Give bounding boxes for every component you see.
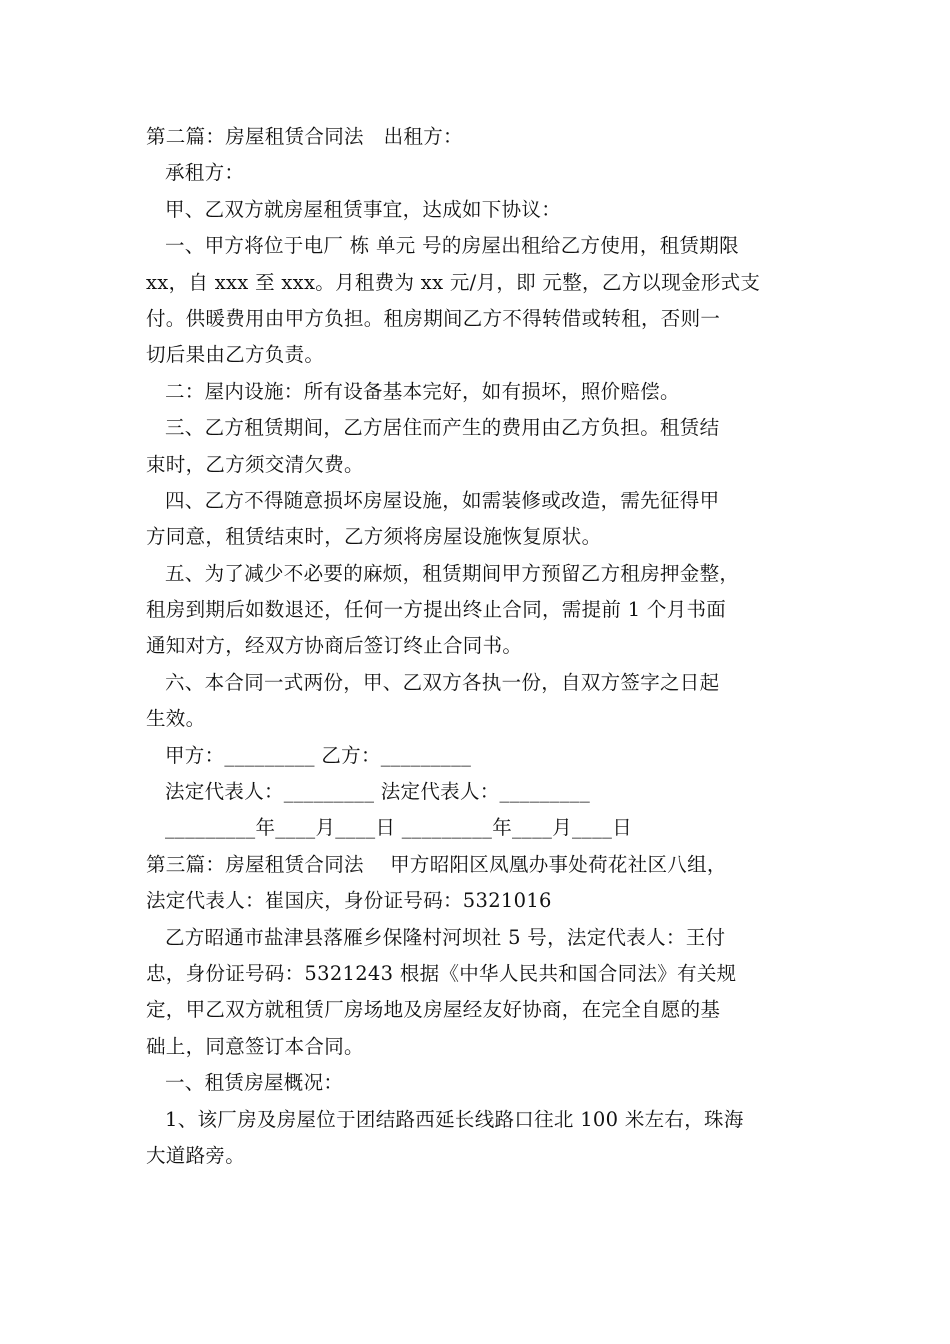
text-line: 定，甲乙双方就租赁厂房场地及房屋经友好协商，在完全自愿的基 bbox=[146, 998, 721, 1022]
date-line: _________年____月____日 _________年____月____日 bbox=[165, 816, 632, 840]
text-line: 忠，身份证号码：5321243 根据《中华人民共和国合同法》有关规 bbox=[146, 961, 737, 985]
text-line: 1、该厂房及房屋位于团结路西延长线路口往北 100 米左右，珠海 bbox=[165, 1107, 744, 1131]
text-line: 切后果由乙方负责。 bbox=[146, 343, 325, 367]
text-line: 四、乙方不得随意损坏房屋设施，如需装修或改造，需先征得甲 bbox=[165, 488, 720, 512]
text-line: 束时，乙方须交清欠费。 bbox=[146, 452, 364, 476]
text-line: 租房到期后如数退还，任何一方提出终止合同，需提前 1 个月书面 bbox=[146, 598, 727, 622]
text-line: 第三篇：房屋租赁合同法 甲方昭阳区凤凰办事处荷花社区八组， bbox=[146, 852, 727, 876]
text-line: 一、甲方将位于电厂 栋 单元 号的房屋出租给乙方使用，租赁期限 bbox=[165, 234, 739, 258]
document-body bbox=[146, 119, 814, 1174]
text-line: 五、为了减少不必要的麻烦，租赁期间甲方预留乙方租房押金整， bbox=[165, 561, 740, 585]
text-line: 础上，同意签订本合同。 bbox=[146, 1034, 364, 1058]
text-line: 三、乙方租赁期间，乙方居住而产生的费用由乙方负担。租赁结 bbox=[165, 416, 720, 440]
text-line: 方同意，租赁结束时，乙方须将房屋设施恢复原状。 bbox=[146, 525, 602, 549]
signature-line: 甲方：_________ 乙方：_________ bbox=[165, 743, 472, 767]
text-line: 承租方： bbox=[165, 161, 245, 185]
text-line: 甲、乙双方就房屋租赁事宜，达成如下协议： bbox=[165, 197, 562, 221]
text-line: 第二篇：房屋租赁合同法 出租方： bbox=[146, 125, 463, 148]
text-line: xx，自 xxx 至 xxx。月租费为 xx 元/月，即 元整，乙方以现金形式支 bbox=[146, 270, 761, 294]
text-line: 二：屋内设施：所有设备基本完好，如有损坏，照价赔偿。 bbox=[165, 379, 680, 403]
text-line: 生效。 bbox=[146, 707, 206, 731]
text-line: 大道路旁。 bbox=[146, 1143, 246, 1167]
text-line: 法定代表人：崔国庆，身份证号码：5321016 bbox=[146, 889, 552, 913]
signature-line: 法定代表人：_________ 法定代表人：_________ bbox=[165, 780, 590, 804]
text-line: 六、本合同一式两份，甲、乙双方各执一份，自双方签字之日起 bbox=[165, 670, 720, 694]
text-line: 通知对方，经双方协商后签订终止合同书。 bbox=[146, 634, 523, 658]
text-line: 一、租赁房屋概况： bbox=[165, 1071, 344, 1095]
text-line: 付。供暖费用由甲方负担。租房期间乙方不得转借或转租，否则一 bbox=[146, 306, 721, 330]
text-line: 乙方昭通市盐津县落雁乡保隆村河坝社 5 号，法定代表人：王付 bbox=[165, 925, 726, 949]
